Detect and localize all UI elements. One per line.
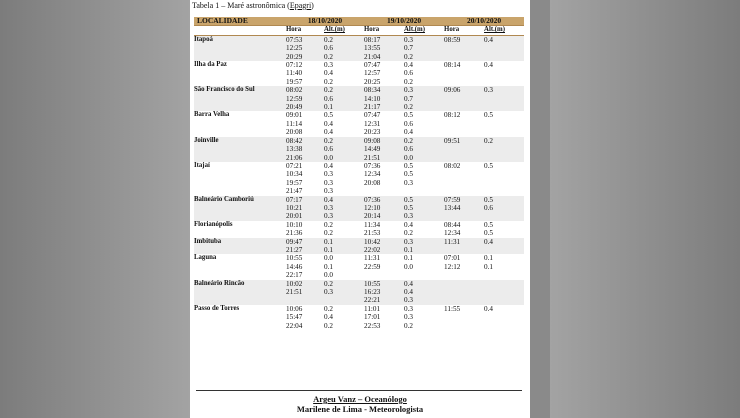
caption-source: Epagri xyxy=(289,1,312,10)
height-cell: 0.4 xyxy=(404,128,444,136)
height-cell xyxy=(484,322,524,330)
hour-cell xyxy=(364,187,404,195)
hour-cell: 10:21 xyxy=(286,204,324,212)
background-right xyxy=(550,0,740,418)
locality-name: Balneário Camboriú xyxy=(194,196,286,221)
hour-cell: 07:17 xyxy=(286,196,324,204)
table-row xyxy=(194,61,524,69)
hour-cell: 07:01 xyxy=(444,254,484,262)
hour-cell: 12:31 xyxy=(364,120,404,128)
alt-header: Alt.(m) xyxy=(404,26,444,35)
hour-cell: 07:36 xyxy=(364,196,404,204)
locality-group xyxy=(194,305,524,330)
locality-group xyxy=(194,196,524,221)
hour-cell: 20:08 xyxy=(364,179,404,187)
locality-group xyxy=(194,162,524,196)
locality-group xyxy=(194,86,524,111)
height-cell: 0.4 xyxy=(404,61,444,69)
table-row xyxy=(194,35,524,44)
hour-cell: 12:12 xyxy=(444,263,484,271)
height-cell: 0.2 xyxy=(324,305,364,313)
hour-cell: 21:36 xyxy=(286,229,324,237)
hour-cell: 14:49 xyxy=(364,145,404,153)
hour-cell: 11:40 xyxy=(286,69,324,77)
height-cell: 0.4 xyxy=(324,69,364,77)
height-cell: 0.4 xyxy=(484,61,524,69)
hour-cell xyxy=(444,313,484,321)
hour-cell: 21:51 xyxy=(364,154,404,162)
hour-cell xyxy=(444,246,484,254)
hour-cell: 21:17 xyxy=(364,103,404,111)
hour-cell: 11:01 xyxy=(364,305,404,313)
locality-group xyxy=(194,280,524,305)
height-cell xyxy=(484,246,524,254)
alt-header: Alt.(m) xyxy=(324,26,364,35)
hora-header: Hora xyxy=(286,26,324,35)
hour-cell: 10:06 xyxy=(286,305,324,313)
height-cell: 0.4 xyxy=(324,128,364,136)
hour-cell: 21:06 xyxy=(286,154,324,162)
height-cell: 0.0 xyxy=(324,154,364,162)
height-cell: 0.5 xyxy=(484,162,524,170)
height-cell: 0.3 xyxy=(404,86,444,94)
height-cell: 0.0 xyxy=(324,254,364,262)
height-cell: 0.5 xyxy=(324,111,364,119)
height-cell xyxy=(324,296,364,304)
hour-cell: 20:25 xyxy=(364,78,404,86)
hour-cell: 08:42 xyxy=(286,137,324,145)
height-cell: 0.5 xyxy=(484,196,524,204)
height-cell xyxy=(484,69,524,77)
height-cell: 0.3 xyxy=(324,187,364,195)
height-cell: 0.1 xyxy=(404,246,444,254)
hour-cell: 22:02 xyxy=(364,246,404,254)
height-cell xyxy=(484,95,524,103)
hora-header: Hora xyxy=(364,26,404,35)
table-row xyxy=(194,111,524,119)
height-cell: 0.6 xyxy=(324,95,364,103)
locality-name: Florianópolis xyxy=(194,221,286,238)
height-cell: 0.6 xyxy=(404,69,444,77)
hour-cell: 17:01 xyxy=(364,313,404,321)
hour-cell: 10:55 xyxy=(286,254,324,262)
height-cell xyxy=(484,271,524,279)
height-cell xyxy=(484,296,524,304)
hour-cell: 12:59 xyxy=(286,95,324,103)
height-cell: 0.7 xyxy=(404,95,444,103)
caption-text: Tabela 1 – Maré astronômica ( xyxy=(192,1,290,10)
height-cell: 0.3 xyxy=(324,212,364,220)
height-cell: 0.6 xyxy=(324,145,364,153)
locality-name: São Francisco do Sul xyxy=(194,86,286,111)
hour-cell xyxy=(444,103,484,111)
locality-name: Laguna xyxy=(194,254,286,279)
height-cell: 0.5 xyxy=(404,170,444,178)
locality-group xyxy=(194,111,524,136)
hour-cell: 20:01 xyxy=(286,212,324,220)
hour-cell: 22:17 xyxy=(286,271,324,279)
height-cell: 0.3 xyxy=(324,170,364,178)
hour-cell xyxy=(444,288,484,296)
height-cell: 0.2 xyxy=(404,137,444,145)
hour-cell: 10:02 xyxy=(286,280,324,288)
height-cell: 0.4 xyxy=(324,196,364,204)
background-left xyxy=(0,0,190,418)
height-cell xyxy=(484,103,524,111)
hour-cell xyxy=(444,120,484,128)
hour-cell: 19:57 xyxy=(286,179,324,187)
height-cell: 0.3 xyxy=(404,212,444,220)
hour-cell: 08:02 xyxy=(286,86,324,94)
height-cell: 0.0 xyxy=(404,154,444,162)
hour-cell: 07:59 xyxy=(444,196,484,204)
height-cell: 0.6 xyxy=(404,120,444,128)
locality-name: Joinville xyxy=(194,137,286,162)
height-cell: 0.2 xyxy=(324,221,364,229)
locality-group xyxy=(194,137,524,162)
height-cell: 0.2 xyxy=(324,53,364,61)
hour-cell: 13:44 xyxy=(444,204,484,212)
signature-rule xyxy=(196,390,522,391)
hour-cell: 22:59 xyxy=(364,263,404,271)
hour-cell: 20:49 xyxy=(286,103,324,111)
height-cell: 0.4 xyxy=(324,313,364,321)
hour-cell xyxy=(444,179,484,187)
height-cell: 0.3 xyxy=(404,313,444,321)
hour-cell: 09:08 xyxy=(364,137,404,145)
height-cell: 0.5 xyxy=(404,162,444,170)
height-cell: 0.0 xyxy=(404,263,444,271)
date-header: 19/10/2020 xyxy=(364,17,444,26)
height-cell: 0.3 xyxy=(404,305,444,313)
hour-cell: 08:34 xyxy=(364,86,404,94)
hour-cell xyxy=(444,95,484,103)
hour-cell xyxy=(444,69,484,77)
height-cell: 0.3 xyxy=(324,288,364,296)
hour-cell: 11:14 xyxy=(286,120,324,128)
table-row xyxy=(194,137,524,145)
hour-cell xyxy=(444,128,484,136)
height-cell: 0.5 xyxy=(484,111,524,119)
locality-name: Passo de Torres xyxy=(194,305,286,330)
height-cell xyxy=(484,212,524,220)
hour-cell xyxy=(444,280,484,288)
hour-cell: 11:31 xyxy=(364,254,404,262)
hour-cell: 07:12 xyxy=(286,61,324,69)
hour-cell: 10:10 xyxy=(286,221,324,229)
hour-cell xyxy=(444,170,484,178)
locality-group xyxy=(194,35,524,61)
hour-cell: 20:14 xyxy=(364,212,404,220)
hour-cell: 09:47 xyxy=(286,238,324,246)
hour-cell: 09:51 xyxy=(444,137,484,145)
hour-cell: 08:59 xyxy=(444,35,484,44)
locality-group xyxy=(194,61,524,86)
hour-cell: 16:23 xyxy=(364,288,404,296)
table-caption xyxy=(192,1,314,10)
table-row xyxy=(194,196,524,204)
height-cell: 0.5 xyxy=(484,229,524,237)
height-cell: 0.2 xyxy=(404,78,444,86)
height-cell: 0.3 xyxy=(484,86,524,94)
locality-group xyxy=(194,254,524,279)
hour-cell xyxy=(444,154,484,162)
height-cell: 0.3 xyxy=(324,179,364,187)
hour-cell: 12:25 xyxy=(286,44,324,52)
height-cell: 0.7 xyxy=(404,44,444,52)
tide-table xyxy=(194,17,524,330)
height-cell: 0.5 xyxy=(404,196,444,204)
hour-cell xyxy=(444,322,484,330)
height-cell xyxy=(484,170,524,178)
hour-cell: 12:34 xyxy=(364,170,404,178)
height-cell: 0.2 xyxy=(404,53,444,61)
height-cell: 0.3 xyxy=(404,296,444,304)
hour-cell xyxy=(444,271,484,279)
hour-cell xyxy=(444,296,484,304)
hour-cell: 10:34 xyxy=(286,170,324,178)
locality-name: Itajaí xyxy=(194,162,286,196)
height-cell xyxy=(484,44,524,52)
height-cell: 0.2 xyxy=(404,103,444,111)
hour-cell: 08:17 xyxy=(364,35,404,44)
locality-header: LOCALIDADE xyxy=(194,17,286,26)
hour-cell xyxy=(444,212,484,220)
height-cell: 0.2 xyxy=(324,86,364,94)
hour-cell: 21:47 xyxy=(286,187,324,195)
alt-header: Alt.(m) xyxy=(484,26,524,35)
height-cell: 0.4 xyxy=(324,162,364,170)
hour-cell: 09:06 xyxy=(444,86,484,94)
date-header: 18/10/2020 xyxy=(286,17,364,26)
hour-cell: 08:14 xyxy=(444,61,484,69)
hour-cell xyxy=(444,53,484,61)
height-cell: 0.1 xyxy=(324,263,364,271)
hour-cell: 21:04 xyxy=(364,53,404,61)
hour-cell: 20:23 xyxy=(364,128,404,136)
hora-header: Hora xyxy=(444,26,484,35)
hour-cell: 11:34 xyxy=(364,221,404,229)
height-cell: 0.4 xyxy=(484,238,524,246)
table-row xyxy=(194,162,524,170)
signature-oceanologist: Argeu Vanz – Oceanólogo xyxy=(313,394,407,404)
height-cell: 0.6 xyxy=(484,204,524,212)
hour-cell: 15:47 xyxy=(286,313,324,321)
hour-cell: 22:53 xyxy=(364,322,404,330)
height-cell xyxy=(484,154,524,162)
hour-cell xyxy=(364,271,404,279)
hour-cell: 07:53 xyxy=(286,35,324,44)
table-row xyxy=(194,280,524,288)
locality-group xyxy=(194,238,524,255)
height-cell: 0.5 xyxy=(484,221,524,229)
locality-name: Barra Velha xyxy=(194,111,286,136)
height-cell xyxy=(484,288,524,296)
hour-cell: 12:34 xyxy=(444,229,484,237)
height-cell: 0.3 xyxy=(404,35,444,44)
height-cell: 0.2 xyxy=(404,322,444,330)
hour-cell: 20:29 xyxy=(286,53,324,61)
hour-cell: 07:47 xyxy=(364,61,404,69)
height-cell: 0.4 xyxy=(404,288,444,296)
hour-cell: 22:04 xyxy=(286,322,324,330)
height-cell xyxy=(484,128,524,136)
locality-name: Balneário Rincão xyxy=(194,280,286,305)
table-row xyxy=(194,221,524,229)
locality-name: Itapoá xyxy=(194,35,286,61)
hour-cell: 21:51 xyxy=(286,288,324,296)
hour-cell xyxy=(444,145,484,153)
hour-cell: 10:55 xyxy=(364,280,404,288)
hour-cell: 11:55 xyxy=(444,305,484,313)
height-cell: 0.1 xyxy=(324,246,364,254)
hour-cell: 19:57 xyxy=(286,78,324,86)
height-cell xyxy=(484,313,524,321)
hour-cell: 21:53 xyxy=(364,229,404,237)
signature-meteorologist: Marilene de Lima - Meteorologista xyxy=(296,404,424,414)
hour-cell: 21:27 xyxy=(286,246,324,254)
height-cell: 0.3 xyxy=(404,238,444,246)
table-row xyxy=(194,254,524,262)
height-cell: 0.2 xyxy=(324,137,364,145)
hour-cell: 14:10 xyxy=(364,95,404,103)
locality-group xyxy=(194,221,524,238)
height-cell xyxy=(484,187,524,195)
hour-cell: 07:21 xyxy=(286,162,324,170)
height-cell: 0.2 xyxy=(324,280,364,288)
height-cell xyxy=(404,187,444,195)
table-row xyxy=(194,86,524,94)
height-cell: 0.4 xyxy=(484,305,524,313)
hour-cell: 08:12 xyxy=(444,111,484,119)
hour-cell: 10:42 xyxy=(364,238,404,246)
hour-cell: 07:47 xyxy=(364,111,404,119)
caption-close: ) xyxy=(311,1,314,10)
height-cell: 0.2 xyxy=(484,137,524,145)
height-cell: 0.5 xyxy=(404,111,444,119)
height-cell xyxy=(484,145,524,153)
hour-cell: 09:01 xyxy=(286,111,324,119)
height-cell: 0.1 xyxy=(404,254,444,262)
locality-name: Ilha da Paz xyxy=(194,61,286,86)
height-cell: 0.4 xyxy=(484,35,524,44)
height-cell: 0.2 xyxy=(324,229,364,237)
height-cell xyxy=(484,78,524,86)
document-page xyxy=(190,0,530,418)
date-header: 20/10/2020 xyxy=(444,17,524,26)
height-cell: 0.2 xyxy=(324,35,364,44)
height-cell: 0.6 xyxy=(324,44,364,52)
height-cell: 0.2 xyxy=(324,322,364,330)
height-cell xyxy=(484,120,524,128)
hour-cell: 08:44 xyxy=(444,221,484,229)
table-row xyxy=(194,305,524,313)
height-cell: 0.4 xyxy=(404,221,444,229)
hour-cell: 20:08 xyxy=(286,128,324,136)
hour-cell: 12:57 xyxy=(364,69,404,77)
locality-name: Imbituba xyxy=(194,238,286,255)
table-row xyxy=(194,238,524,246)
height-cell: 0.1 xyxy=(324,103,364,111)
hour-cell: 13:38 xyxy=(286,145,324,153)
hour-cell: 22:21 xyxy=(364,296,404,304)
height-cell: 0.1 xyxy=(324,238,364,246)
height-cell: 0.3 xyxy=(324,204,364,212)
hour-cell xyxy=(444,44,484,52)
height-cell xyxy=(484,53,524,61)
hour-cell xyxy=(444,78,484,86)
hour-cell: 12:10 xyxy=(364,204,404,212)
height-cell: 0.0 xyxy=(324,271,364,279)
height-cell: 0.3 xyxy=(404,179,444,187)
height-cell xyxy=(404,271,444,279)
height-cell: 0.6 xyxy=(404,145,444,153)
height-cell: 0.1 xyxy=(484,263,524,271)
height-cell: 0.3 xyxy=(324,61,364,69)
height-cell: 0.1 xyxy=(484,254,524,262)
height-cell: 0.4 xyxy=(404,280,444,288)
height-cell xyxy=(484,280,524,288)
hour-cell: 13:55 xyxy=(364,44,404,52)
height-cell: 0.2 xyxy=(404,229,444,237)
hour-cell xyxy=(286,296,324,304)
height-cell: 0.2 xyxy=(324,78,364,86)
hour-cell: 11:31 xyxy=(444,238,484,246)
height-cell xyxy=(484,179,524,187)
hour-cell xyxy=(444,187,484,195)
height-cell: 0.5 xyxy=(404,204,444,212)
hour-cell: 14:46 xyxy=(286,263,324,271)
hour-cell: 07:36 xyxy=(364,162,404,170)
hour-cell: 08:02 xyxy=(444,162,484,170)
height-cell: 0.4 xyxy=(324,120,364,128)
